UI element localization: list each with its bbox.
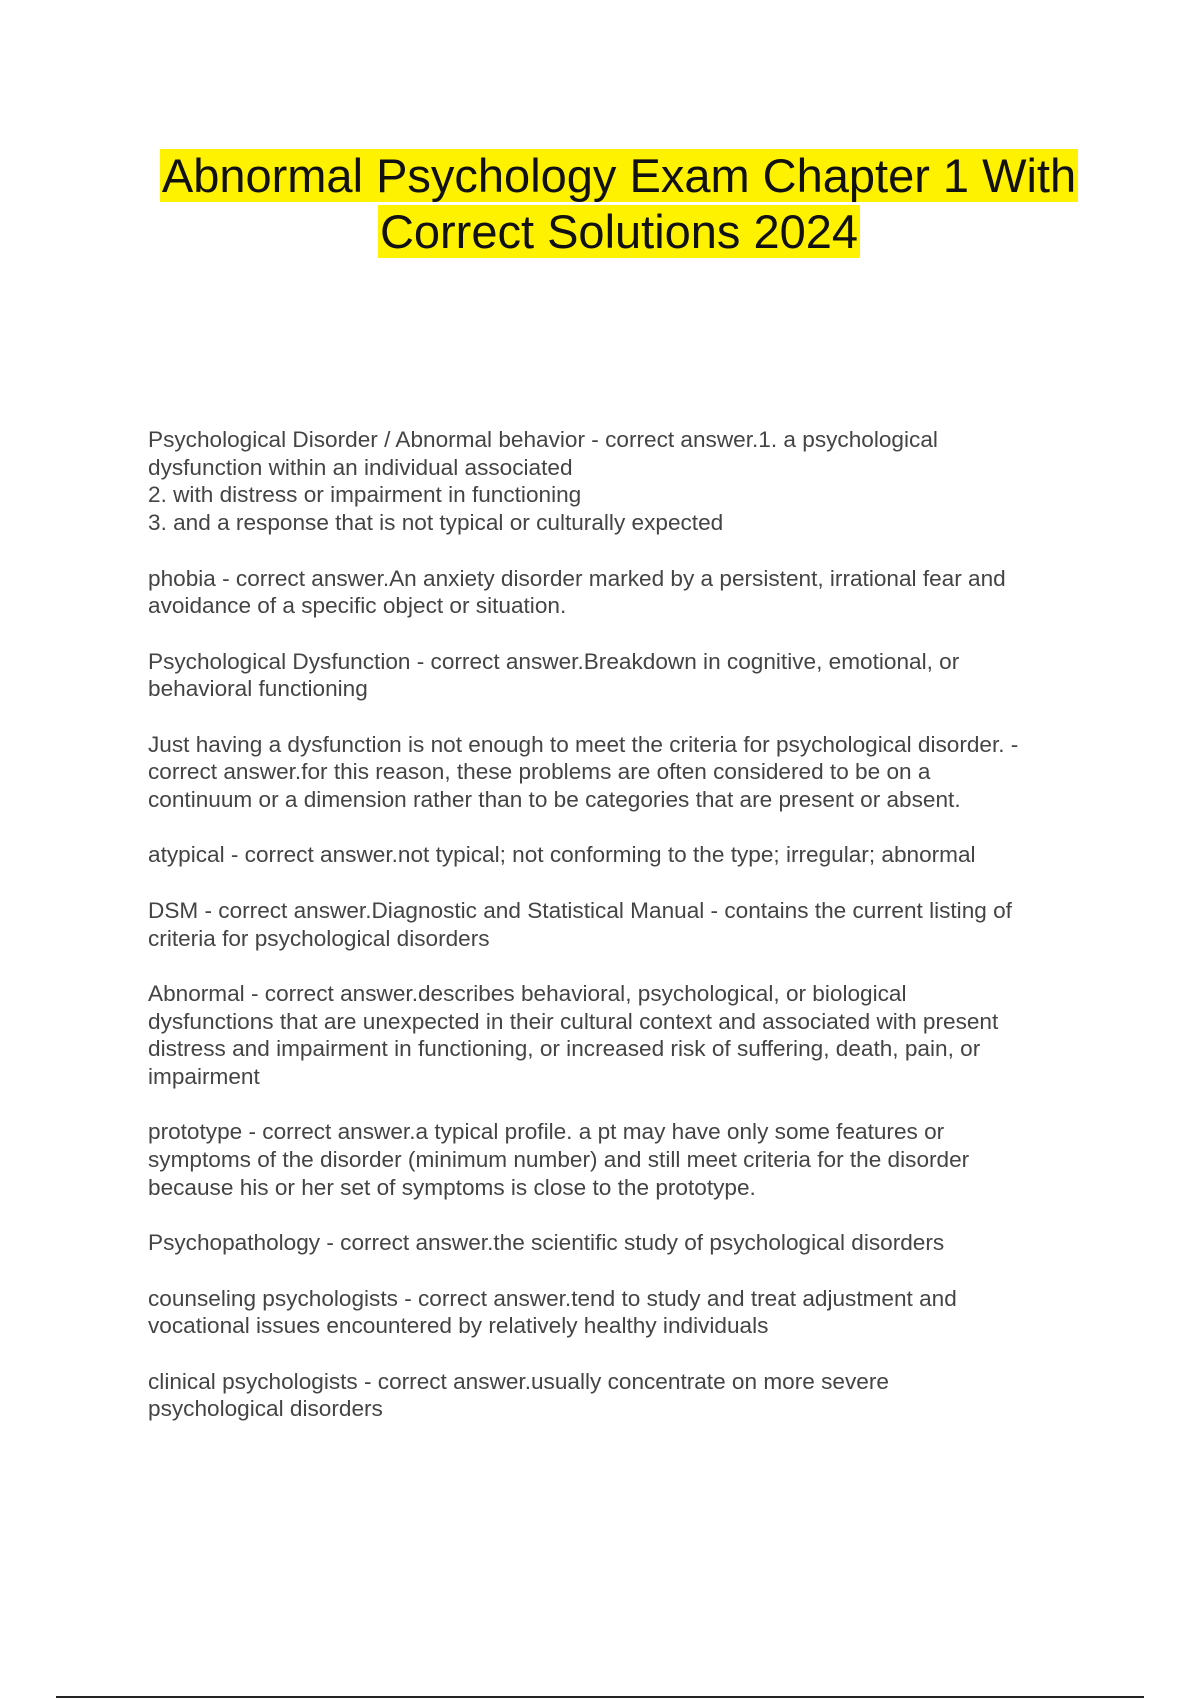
flashcard-entry <box>148 980 1088 1091</box>
flashcard-entry <box>148 648 1088 703</box>
flashcard-entry <box>148 841 1088 869</box>
flashcard-list <box>148 426 1088 1451</box>
flashcard-entry <box>148 1368 1088 1423</box>
entry-line: symptoms of the disorder (minimum number) and still meet criteria for the disorder <box>148 1147 970 1173</box>
entry-line: prototype - correct answer.a typical profile. a pt may have only some features or <box>148 1119 945 1145</box>
entry-line: dysfunctions that are unexpected in their cultural context and associated with present <box>148 1008 999 1034</box>
entry-line: psychological disorders <box>148 1396 383 1422</box>
entry-line: atypical - correct answer.not typical; not conforming to the type; irregular; abnormal <box>148 842 976 868</box>
flashcard-entry <box>148 731 1088 814</box>
entry-line: behavioral functioning <box>148 676 368 702</box>
page-bottom-rule <box>56 1696 1144 1698</box>
flashcard-entry <box>148 897 1088 952</box>
entry-line: Psychopathology - correct answer.the scientific study of psychological disorders <box>148 1230 945 1256</box>
entry-line: criteria for psychological disorders <box>148 925 490 951</box>
entry-line: Abnormal - correct answer.describes behavioral, psychological, or biological <box>148 980 907 1006</box>
title-line-2: Correct Solutions 2024 <box>379 205 859 258</box>
entry-line: clinical psychologists - correct answer.usually concentrate on more severe <box>148 1368 889 1394</box>
title-line-1: Abnormal Psychology Exam Chapter 1 With <box>161 149 1077 202</box>
flashcard-entry <box>148 1118 1088 1201</box>
entry-line: Just having a dysfunction is not enough to meet the criteria for psychological disorder. - <box>148 731 1019 757</box>
entry-line: dysfunction within an individual associated <box>148 454 573 480</box>
entry-line: Psychological Disorder / Abnormal behavior - correct answer.1. a psychological <box>148 427 938 452</box>
entry-line: 2. with distress or impairment in functioning <box>148 482 582 508</box>
document-title <box>120 148 1118 260</box>
flashcard-entry <box>148 1285 1088 1340</box>
entry-line: distress and impairment in functioning, or increased risk of suffering, death, pain, or <box>148 1036 981 1062</box>
entry-line: impairment <box>148 1064 260 1090</box>
entry-line: because his or her set of symptoms is close to the prototype. <box>148 1174 756 1200</box>
entry-line: phobia - correct answer.An anxiety disorder marked by a persistent, irrational fear and <box>148 565 1006 591</box>
flashcard-entry <box>148 1229 1088 1257</box>
entry-line: correct answer.for this reason, these problems are often considered to be on a <box>148 759 931 785</box>
entry-line: DSM - correct answer.Diagnostic and Statistical Manual - contains the current listing of <box>148 897 1012 923</box>
flashcard-entry <box>148 565 1088 620</box>
entry-line: Psychological Dysfunction - correct answer.Breakdown in cognitive, emotional, or <box>148 648 960 674</box>
flashcard-entry <box>148 426 1088 537</box>
entry-line: avoidance of a specific object or situation. <box>148 593 567 619</box>
entry-line: vocational issues encountered by relatively healthy individuals <box>148 1313 769 1339</box>
entry-line: counseling psychologists - correct answer.tend to study and treat adjustment and <box>148 1285 957 1311</box>
entry-line: 3. and a response that is not typical or culturally expected <box>148 510 724 536</box>
entry-line: continuum or a dimension rather than to be categories that are present or absent. <box>148 787 961 813</box>
